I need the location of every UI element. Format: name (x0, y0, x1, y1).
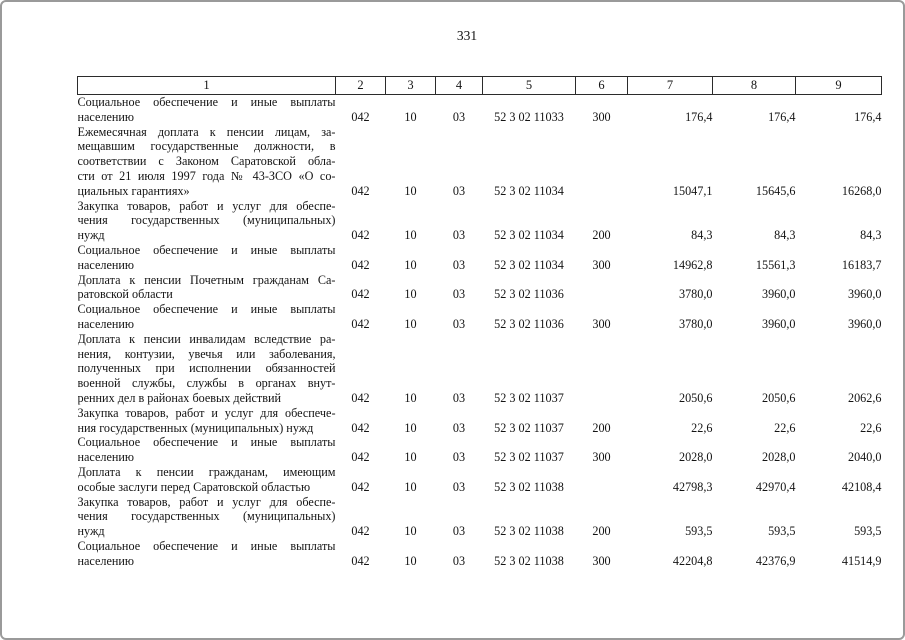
table-row (78, 243, 882, 273)
cell-c6 (576, 125, 628, 199)
header-col-7: 7 (628, 77, 713, 95)
row-description (78, 406, 336, 436)
description-line: Доплата к пенсии гражданам, имеющим (77, 464, 336, 479)
cell-c2: 042 (351, 287, 370, 302)
cell-c7: 42204,8 (672, 553, 713, 568)
cell-c3: 10 (404, 257, 417, 272)
table-row (78, 406, 882, 436)
description-line: Закупка товаров, работ и услуг для обеспе- (77, 494, 336, 509)
cell-c3: 10 (404, 316, 417, 331)
cell-c7: 42798,3 (672, 479, 713, 494)
cell-c2: 042 (351, 228, 370, 243)
description-line: полученных при исполнении обязанностей (77, 361, 336, 376)
cell-c7: 176,4 (685, 109, 713, 124)
description-line: Социальное обеспечение и иные выплаты (77, 302, 336, 317)
description-line: населению (77, 257, 135, 272)
row-description (78, 273, 336, 303)
cell-c2: 042 (351, 524, 370, 539)
cell-c5: 52 3 02 11034 (494, 257, 564, 272)
header-col-5: 5 (483, 77, 576, 95)
cell-c9: 3960,0 (847, 316, 882, 331)
row-description (78, 465, 336, 495)
description-line: нения, контузии, увечья или заболевания, (77, 346, 336, 361)
header-col-2: 2 (336, 77, 386, 95)
cell-c6 (576, 465, 628, 495)
cell-c5: 52 3 02 11034 (494, 183, 564, 198)
row-description (78, 199, 336, 243)
cell-c4: 03 (452, 524, 466, 539)
description-line: Социальное обеспечение и иные выплаты (77, 242, 336, 257)
description-line: ратовской области (77, 287, 173, 302)
cell-c8: 2050,6 (761, 390, 796, 405)
description-line: Ежемесячная доплата к пенсии лицам, за- (77, 124, 336, 139)
row-description (78, 539, 336, 569)
cell-c4: 03 (452, 390, 466, 405)
description-line: Закупка товаров, работ и услуг для обеспече- (77, 405, 336, 420)
cell-c9: 176,4 (854, 109, 882, 124)
budget-table (77, 76, 882, 569)
cell-c9: 16268,0 (841, 183, 882, 198)
cell-c2: 042 (351, 450, 370, 465)
cell-c9: 22,6 (860, 420, 882, 435)
description-line: Доплата к пенсии инвалидам вследствие ра- (77, 331, 336, 346)
cell-c4: 03 (452, 420, 466, 435)
description-line: ренних дел в районах боевых действий (77, 390, 282, 405)
description-line: нужд (77, 228, 105, 243)
description-line: чения государственных (муниципальных) (77, 213, 336, 228)
cell-c8: 22,6 (774, 420, 796, 435)
table-header-row (78, 77, 882, 95)
description-line: ния государственных (муниципальных) нужд (77, 420, 314, 435)
cell-c5: 52 3 02 11038 (494, 553, 564, 568)
cell-c6 (576, 332, 628, 406)
description-line: Социальное обеспечение и иные выплаты (77, 435, 336, 450)
cell-c2: 042 (351, 109, 370, 124)
cell-c7: 593,5 (685, 524, 713, 539)
cell-c5: 52 3 02 11037 (494, 420, 564, 435)
description-line: нужд (77, 524, 105, 539)
cell-c8: 2028,0 (761, 450, 796, 465)
description-line: чения государственных (муниципальных) (77, 509, 336, 524)
table-row (78, 465, 882, 495)
header-col-9: 9 (796, 77, 882, 95)
table-row (78, 495, 882, 539)
row-description (78, 495, 336, 539)
cell-c4: 03 (452, 450, 466, 465)
table-row (78, 95, 882, 125)
cell-c2: 042 (351, 553, 370, 568)
cell-c2: 042 (351, 257, 370, 272)
cell-c4: 03 (452, 316, 466, 331)
table-row (78, 199, 882, 243)
cell-c5: 52 3 02 11034 (494, 228, 564, 243)
page-number: 331 (456, 28, 478, 43)
cell-c7: 84,3 (691, 228, 713, 243)
cell-c4: 03 (452, 257, 466, 272)
header-col-3: 3 (386, 77, 436, 95)
row-description (78, 302, 336, 332)
description-line: сти от 21 июля 1997 года № 43-ЗСО «О со- (77, 168, 336, 183)
description-line: населению (77, 109, 135, 124)
cell-c5: 52 3 02 11037 (494, 390, 564, 405)
cell-c9: 16183,7 (841, 257, 882, 272)
cell-c4: 03 (452, 109, 466, 124)
description-line: особые заслуги перед Саратовской областью (77, 479, 311, 494)
cell-c5: 52 3 02 11036 (494, 287, 564, 302)
cell-c6: 300 (592, 316, 611, 331)
cell-c9: 3960,0 (847, 287, 882, 302)
cell-c6: 200 (592, 420, 611, 435)
cell-c7: 14962,8 (672, 257, 713, 272)
cell-c3: 10 (404, 420, 417, 435)
cell-c4: 03 (452, 183, 466, 198)
cell-c6: 300 (592, 450, 611, 465)
cell-c4: 03 (452, 228, 466, 243)
cell-c7: 15047,1 (672, 183, 713, 198)
table-row (78, 273, 882, 303)
description-line: населению (77, 450, 135, 465)
cell-c3: 10 (404, 479, 417, 494)
cell-c8: 593,5 (768, 524, 796, 539)
header-col-8: 8 (713, 77, 796, 95)
cell-c8: 84,3 (774, 228, 796, 243)
cell-c5: 52 3 02 11038 (494, 479, 564, 494)
cell-c3: 10 (404, 287, 417, 302)
cell-c3: 10 (404, 450, 417, 465)
cell-c7: 3780,0 (678, 316, 713, 331)
cell-c8: 15645,6 (755, 183, 796, 198)
cell-c3: 10 (404, 183, 417, 198)
table-row (78, 435, 882, 465)
cell-c2: 042 (351, 183, 370, 198)
row-description (78, 435, 336, 465)
description-line: Закупка товаров, работ и услуг для обеспе- (77, 198, 336, 213)
cell-c3: 10 (404, 109, 417, 124)
cell-c8: 3960,0 (761, 316, 796, 331)
description-line: соответствии с Законом Саратовской обла- (77, 154, 336, 169)
table-row (78, 302, 882, 332)
cell-c2: 042 (351, 390, 370, 405)
cell-c9: 2040,0 (847, 450, 882, 465)
cell-c9: 84,3 (860, 228, 882, 243)
description-line: мещавшим государственные должности, в (77, 139, 336, 154)
cell-c9: 41514,9 (841, 553, 882, 568)
cell-c6: 300 (592, 257, 611, 272)
cell-c4: 03 (452, 287, 466, 302)
cell-c6: 200 (592, 524, 611, 539)
cell-c2: 042 (351, 316, 370, 331)
cell-c5: 52 3 02 11037 (494, 450, 564, 465)
cell-c7: 22,6 (691, 420, 713, 435)
cell-c5: 52 3 02 11038 (494, 524, 564, 539)
table-row (78, 125, 882, 199)
header-col-4: 4 (436, 77, 483, 95)
description-line: населению (77, 553, 135, 568)
cell-c7: 2028,0 (678, 450, 713, 465)
description-line: населению (77, 316, 135, 331)
cell-c9: 42108,4 (841, 479, 882, 494)
cell-c7: 3780,0 (678, 287, 713, 302)
cell-c8: 15561,3 (755, 257, 796, 272)
description-line: военной службы, службы в органах внут- (77, 376, 336, 391)
table-body (78, 95, 882, 569)
cell-c9: 2062,6 (847, 390, 882, 405)
cell-c5: 52 3 02 11036 (494, 316, 564, 331)
cell-c8: 176,4 (768, 109, 796, 124)
cell-c6: 200 (592, 228, 611, 243)
cell-c3: 10 (404, 390, 417, 405)
description-line: Социальное обеспечение и иные выплаты (77, 95, 336, 109)
row-description (78, 95, 336, 125)
cell-c8: 3960,0 (761, 287, 796, 302)
description-line: Социальное обеспечение и иные выплаты (77, 538, 336, 553)
cell-c4: 03 (452, 553, 466, 568)
cell-c3: 10 (404, 553, 417, 568)
cell-c8: 42970,4 (755, 479, 796, 494)
cell-c2: 042 (351, 420, 370, 435)
row-description (78, 243, 336, 273)
description-line: циальных гарантиях» (77, 183, 190, 198)
cell-c5: 52 3 02 11033 (494, 109, 564, 124)
cell-c6 (576, 273, 628, 303)
cell-c7: 2050,6 (678, 390, 713, 405)
row-description (78, 332, 336, 406)
cell-c4: 03 (452, 479, 466, 494)
header-col-6: 6 (576, 77, 628, 95)
row-description (78, 125, 336, 199)
cell-c6: 300 (592, 109, 611, 124)
cell-c8: 42376,9 (755, 553, 796, 568)
cell-c2: 042 (351, 479, 370, 494)
description-line: Доплата к пенсии Почетным гражданам Са- (77, 272, 336, 287)
cell-c3: 10 (404, 228, 417, 243)
cell-c6: 300 (592, 553, 611, 568)
cell-c9: 593,5 (854, 524, 882, 539)
table-row (78, 539, 882, 569)
table-row (78, 332, 882, 406)
header-col-1: 1 (78, 77, 336, 95)
cell-c3: 10 (404, 524, 417, 539)
